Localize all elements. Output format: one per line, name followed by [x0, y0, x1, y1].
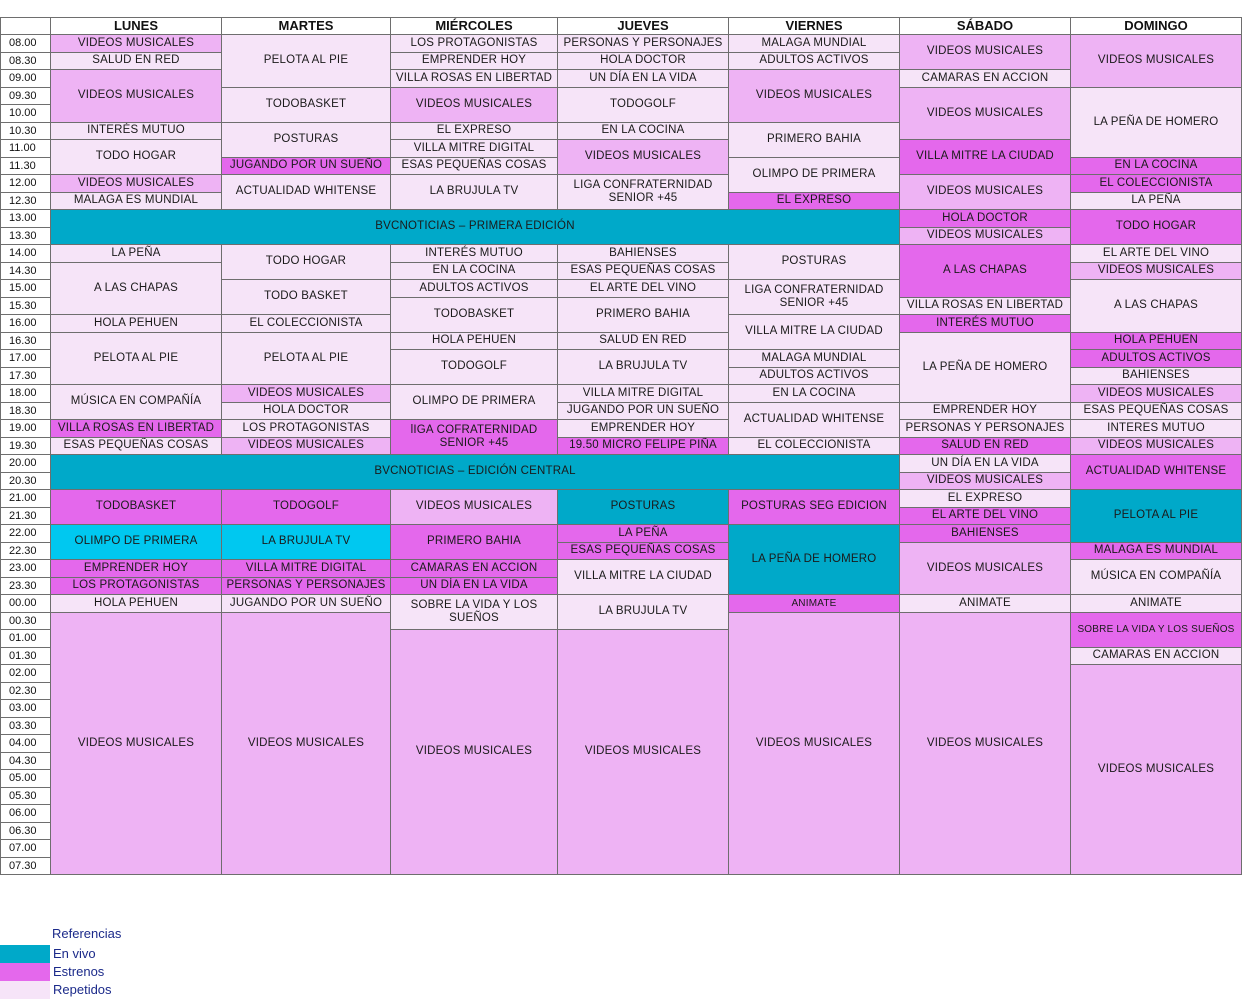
program-live: OLIMPO DE PRIMERA [51, 525, 222, 560]
program-block: VIDEOS MUSICALES [729, 613, 900, 875]
program-repeat: UN DÍA EN LA VIDA [900, 455, 1071, 473]
program-repeat: LOS PROTAGONISTAS [222, 420, 391, 438]
program-block: VIDEOS MUSICALES [900, 175, 1071, 210]
time-slot: 08.00 [0, 35, 51, 53]
program-block: VIDEOS MUSICALES [1071, 665, 1242, 875]
program-repeat: LA PEÑA [51, 245, 222, 263]
program-repeat: EL ARTE DEL VINO [558, 280, 729, 298]
program-premiere: PERSONAS Y PERSONAJES [222, 578, 391, 595]
program-repeat: JUGANDO POR UN SUEÑO [222, 595, 391, 613]
program-repeat: ANIMATE [1071, 595, 1242, 613]
program-repeat: TODO HOGAR [51, 140, 222, 175]
time-slot: 22.30 [0, 543, 51, 560]
program-repeat: OLIMPO DE PRIMERA [391, 385, 558, 420]
program-repeat: PRIMERO BAHIA [729, 123, 900, 158]
program-repeat: VILLA MITRE LA CIUDAD [729, 315, 900, 350]
program-repeat: LIGA CONFRATERNIDAD SENIOR +45 [558, 175, 729, 210]
time-slot: 09.30 [0, 88, 51, 105]
program-premiere: ACTUALIDAD WHITENSE [1071, 455, 1242, 490]
program-premiere: EN LA COCINA [1071, 158, 1242, 175]
time-slot: 07.30 [0, 858, 51, 875]
day-header: LUNES [51, 17, 222, 35]
program-repeat: LOS PROTAGONISTAS [391, 35, 558, 53]
time-slot: 05.30 [0, 788, 51, 805]
time-slot: 03.30 [0, 718, 51, 735]
program-block: VIDEOS MUSICALES [900, 35, 1071, 70]
time-slot: 15.00 [0, 280, 51, 298]
program-premiere: ADULTOS ACTIVOS [1071, 350, 1242, 368]
program-repeat: ACTUALIDAD WHITENSE [729, 403, 900, 438]
program-premiere: lIGA COFRATERNIDAD SENIOR +45 [391, 420, 558, 455]
program-repeat: TODOGOLF [391, 350, 558, 385]
program-block: VIDEOS MUSICALES [900, 473, 1071, 490]
program-block: VIDEOS MUSICALES [391, 630, 558, 875]
program-live: POSTURAS [558, 490, 729, 525]
program-premiere: BAHIENSES [900, 525, 1071, 543]
program-block: VIDEOS MUSICALES [1071, 263, 1242, 280]
program-premiere: MALAGA ES MUNDIAL [1071, 543, 1242, 560]
program-premiere: EL COLECCIONISTA [1071, 175, 1242, 193]
program-premiere: A LAS CHAPAS [900, 245, 1071, 298]
program-repeat: LA BRUJULA TV [391, 175, 558, 210]
program-block: VIDEOS MUSICALES [900, 543, 1071, 595]
program-premiere: SALUD EN RED [900, 438, 1071, 455]
program-block: VIDEOS MUSICALES [222, 613, 391, 875]
program-block: VIDEOS MUSICALES [900, 88, 1071, 140]
program-repeat: TODOBASKET [391, 298, 558, 333]
time-slot: 20.00 [0, 455, 51, 473]
program-premiere: VILLA MITRE DIGITAL [222, 560, 391, 578]
day-header: MARTES [222, 17, 391, 35]
program-premiere: HOLA DOCTOR [900, 210, 1071, 228]
program-repeat: PERSONAS Y PERSONAJES [900, 420, 1071, 438]
time-slot: 10.30 [0, 123, 51, 140]
time-slot: 04.30 [0, 753, 51, 770]
time-slot: 04.00 [0, 735, 51, 753]
time-slot: 14.30 [0, 263, 51, 280]
program-premiere: INTERÉS MUTUO [900, 315, 1071, 333]
program-repeat: PELOTA AL PIE [222, 35, 391, 88]
program-live: PELOTA AL PIE [1071, 490, 1242, 543]
program-repeat: TODOBASKET [222, 88, 391, 123]
program-repeat: CAMARAS EN ACCION [1071, 648, 1242, 665]
program-block: VIDEOS MUSICALES [222, 385, 391, 403]
program-live: BVCNOTICIAS – PRIMERA EDICIÓN [51, 210, 900, 245]
time-slot: 14.00 [0, 245, 51, 263]
program-repeat: VILLA MITRE DIGITAL [391, 140, 558, 158]
time-slot: 01.00 [0, 630, 51, 648]
time-slot: 23.00 [0, 560, 51, 578]
program-repeat: POSTURAS [222, 123, 391, 158]
program-premiere: LA PEÑA [558, 525, 729, 543]
legend-label-premiere: Estrenos [53, 964, 105, 979]
program-repeat: MÚSICA EN COMPAÑÍA [1071, 560, 1242, 595]
time-slot: 16.30 [0, 333, 51, 350]
program-block: VIDEOS MUSICALES [900, 228, 1071, 245]
program-block: VIDEOS MUSICALES [391, 88, 558, 123]
time-slot: 19.30 [0, 438, 51, 455]
program-premiere: UN DÍA EN LA VIDA [391, 578, 558, 595]
time-slot: 07.00 [0, 840, 51, 858]
program-repeat: SOBRE LA VIDA Y LOS SUEÑOS [391, 595, 558, 630]
time-slot: 12.00 [0, 175, 51, 193]
program-repeat: VILLA ROSAS EN LIBERTAD [391, 70, 558, 88]
program-block: VIDEOS MUSICALES [1071, 438, 1242, 455]
program-premiere: POSTURAS SEG EDICION [729, 490, 900, 525]
program-premiere: EMPRENDER HOY [51, 560, 222, 578]
program-repeat: CAMARAS EN ACCION [900, 70, 1071, 88]
program-repeat: EMPRENDER HOY [391, 53, 558, 70]
program-repeat: OLIMPO DE PRIMERA [729, 158, 900, 193]
time-slot: 17.30 [0, 368, 51, 385]
program-block: VIDEOS MUSICALES [51, 35, 222, 53]
program-repeat: EMPRENDER HOY [558, 420, 729, 438]
program-repeat: SALUD EN RED [51, 53, 222, 70]
time-slot: 21.00 [0, 490, 51, 508]
program-repeat: VILLA ROSAS EN LIBERTAD [900, 298, 1071, 315]
program-live: LA BRUJULA TV [222, 525, 391, 560]
time-slot: 19.00 [0, 420, 51, 438]
program-repeat: LIGA CONFRATERNIDAD SENIOR +45 [729, 280, 900, 315]
time-slot: 16.00 [0, 315, 51, 333]
time-slot: 02.00 [0, 665, 51, 683]
day-header: VIERNES [729, 17, 900, 35]
program-repeat: EMPRENDER HOY [900, 403, 1071, 420]
program-repeat: EL EXPRESO [391, 123, 558, 140]
program-repeat: ESAS PEQUEÑAS COSAS [1071, 403, 1242, 420]
program-repeat: MALAGA MUNDIAL [729, 35, 900, 53]
program-repeat: BAHIENSES [1071, 368, 1242, 385]
time-slot: 18.00 [0, 385, 51, 403]
time-slot: 06.30 [0, 823, 51, 840]
program-repeat: ESAS PEQUEÑAS COSAS [391, 158, 558, 175]
program-repeat: SALUD EN RED [558, 333, 729, 350]
program-premiere: EL EXPRESO [729, 193, 900, 210]
program-repeat: ADULTOS ACTIVOS [729, 368, 900, 385]
time-slot: 22.00 [0, 525, 51, 543]
program-repeat: ESAS PEQUEÑAS COSAS [558, 263, 729, 280]
legend-title: Referencias [52, 926, 122, 941]
program-repeat: VILLA MITRE DIGITAL [558, 385, 729, 403]
time-slot: 03.00 [0, 700, 51, 718]
program-block: VIDEOS MUSICALES [900, 613, 1071, 875]
program-premiere: TODO HOGAR [1071, 210, 1242, 245]
program-repeat: VILLA MITRE LA CIUDAD [558, 560, 729, 595]
program-premiere: ANIMATE [729, 595, 900, 613]
program-repeat: TODO HOGAR [222, 245, 391, 280]
time-slot: 13.00 [0, 210, 51, 228]
program-repeat: EL COLECCIONISTA [222, 315, 391, 333]
program-repeat: INTERES MUTUO [1071, 420, 1242, 438]
legend-item-repeat [0, 981, 200, 999]
program-premiere: 19.50 MICRO FELIPE PIÑA [558, 438, 729, 455]
program-premiere: ESAS PEQUEÑAS COSAS [558, 543, 729, 560]
program-block: VIDEOS MUSICALES [51, 70, 222, 123]
program-repeat: LA BRUJULA TV [558, 595, 729, 630]
legend-swatch-repeat [0, 981, 50, 999]
time-slot: 15.30 [0, 298, 51, 315]
program-repeat: INTERÉS MUTUO [51, 123, 222, 140]
time-slot: 01.30 [0, 648, 51, 665]
program-repeat: ANIMATE [900, 595, 1071, 613]
program-repeat: MALAGA MUNDIAL [729, 350, 900, 368]
program-premiere: VILLA ROSAS EN LIBERTAD [51, 420, 222, 438]
program-block: VIDEOS MUSICALES [222, 438, 391, 455]
day-header: JUEVES [558, 17, 729, 35]
program-repeat: EN LA COCINA [558, 123, 729, 140]
program-premiere: HOLA PEHUEN [1071, 333, 1242, 350]
program-repeat: HOLA PEHUEN [51, 315, 222, 333]
time-slot: 11.30 [0, 158, 51, 175]
program-repeat: LA PEÑA DE HOMERO [900, 333, 1071, 403]
program-block: VIDEOS MUSICALES [1071, 35, 1242, 88]
time-slot: 20.30 [0, 473, 51, 490]
program-repeat: EL EXPRESO [900, 490, 1071, 508]
program-repeat: LA PEÑA DE HOMERO [1071, 88, 1242, 158]
time-slot: 18.30 [0, 403, 51, 420]
program-repeat: PRIMERO BAHIA [558, 298, 729, 333]
program-repeat: EL COLECCIONISTA [729, 438, 900, 455]
program-repeat: ADULTOS ACTIVOS [391, 280, 558, 298]
program-repeat: ACTUALIDAD WHITENSE [222, 175, 391, 210]
program-premiere: JUGANDO POR UN SUEÑO [222, 158, 391, 175]
legend-label-repeat: Repetidos [53, 982, 112, 997]
program-block: VIDEOS MUSICALES [391, 490, 558, 525]
time-slot: 12.30 [0, 193, 51, 210]
time-slot: 17.00 [0, 350, 51, 368]
program-repeat: EN LA COCINA [729, 385, 900, 403]
time-slot: 13.30 [0, 228, 51, 245]
program-repeat: LA BRUJULA TV [558, 350, 729, 385]
program-premiere: TODOGOLF [222, 490, 391, 525]
program-repeat: A LAS CHAPAS [51, 263, 222, 315]
program-repeat: MÚSICA EN COMPAÑÍA [51, 385, 222, 420]
program-block: VIDEOS MUSICALES [51, 175, 222, 193]
program-premiere: TODOBASKET [51, 490, 222, 525]
time-slot: 06.00 [0, 805, 51, 823]
program-live: BVCNOTICIAS – EDICIÓN CENTRAL [51, 455, 900, 490]
legend-swatch-live [0, 945, 50, 963]
program-repeat: EN LA COCINA [391, 263, 558, 280]
program-premiere: VILLA MITRE LA CIUDAD [900, 140, 1071, 175]
program-repeat: EL ARTE DEL VINO [1071, 245, 1242, 263]
corner-cell [0, 17, 51, 35]
program-premiere: EL ARTE DEL VINO [900, 508, 1071, 525]
program-premiere: SOBRE LA VIDA Y LOS SUEÑOS [1071, 613, 1242, 648]
legend-item-premiere [0, 963, 200, 981]
program-repeat: JUGANDO POR UN SUEÑO [558, 403, 729, 420]
program-premiere: CAMARAS EN ACCION [391, 560, 558, 578]
time-slot: 02.30 [0, 683, 51, 700]
program-block: VIDEOS MUSICALES [1071, 385, 1242, 403]
day-header: MIÉRCOLES [391, 17, 558, 35]
program-repeat: ESAS PEQUEÑAS COSAS [51, 438, 222, 455]
program-block: VIDEOS MUSICALES [558, 140, 729, 175]
program-premiere: LOS PROTAGONISTAS [51, 578, 222, 595]
time-slot: 21.30 [0, 508, 51, 525]
program-repeat: HOLA DOCTOR [222, 403, 391, 420]
time-slot: 09.00 [0, 70, 51, 88]
program-block: VIDEOS MUSICALES [729, 70, 900, 123]
program-repeat: A LAS CHAPAS [1071, 280, 1242, 333]
program-repeat: BAHIENSES [558, 245, 729, 263]
program-repeat: MALAGA ES MUNDIAL [51, 193, 222, 210]
time-slot: 08.30 [0, 53, 51, 70]
time-slot: 00.00 [0, 595, 51, 613]
program-repeat: INTERÉS MUTUO [391, 245, 558, 263]
legend-label-live: En vivo [53, 946, 96, 961]
program-live: LA PEÑA DE HOMERO [729, 525, 900, 595]
program-repeat: UN DÍA EN LA VIDA [558, 70, 729, 88]
program-repeat: PERSONAS Y PERSONAJES [558, 35, 729, 53]
legend-item-live [0, 945, 200, 963]
program-repeat: LA PEÑA [1071, 193, 1242, 210]
time-slot: 11.00 [0, 140, 51, 158]
time-slot: 05.00 [0, 770, 51, 788]
day-header: SÁBADO [900, 17, 1071, 35]
program-block: VIDEOS MUSICALES [558, 630, 729, 875]
program-repeat: PELOTA AL PIE [51, 333, 222, 385]
program-repeat: HOLA DOCTOR [558, 53, 729, 70]
program-repeat: HOLA PEHUEN [391, 333, 558, 350]
time-slot: 00.30 [0, 613, 51, 630]
program-repeat: POSTURAS [729, 245, 900, 280]
time-slot: 23.30 [0, 578, 51, 595]
program-premiere: PRIMERO BAHIA [391, 525, 558, 560]
program-repeat: HOLA PEHUEN [51, 595, 222, 613]
program-repeat: TODO BASKET [222, 280, 391, 315]
legend-swatch-premiere [0, 963, 50, 981]
program-repeat: PELOTA AL PIE [222, 333, 391, 385]
day-header: DOMINGO [1071, 17, 1242, 35]
time-slot: 10.00 [0, 105, 51, 123]
program-block: VIDEOS MUSICALES [51, 613, 222, 875]
program-repeat: TODOGOLF [558, 88, 729, 123]
program-repeat: ADULTOS ACTIVOS [729, 53, 900, 70]
